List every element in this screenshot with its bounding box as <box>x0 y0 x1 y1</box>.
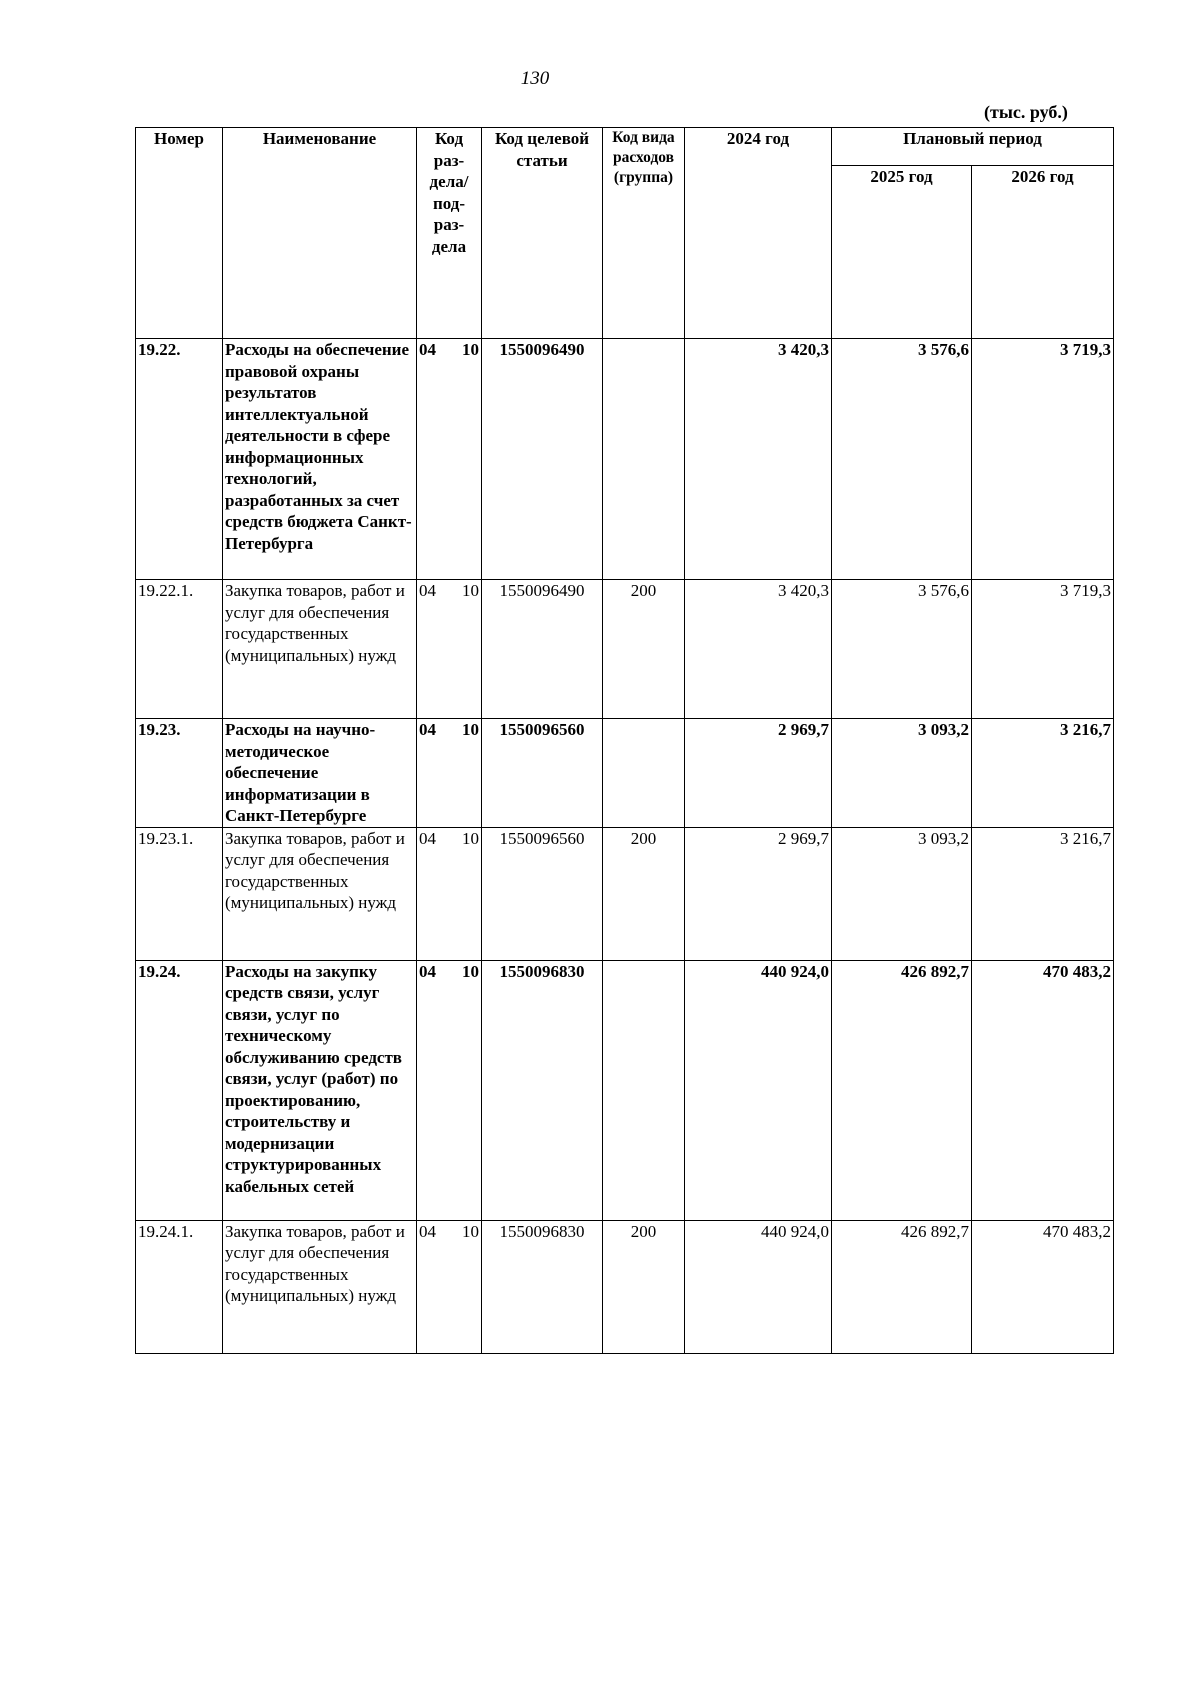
row-amount-2024: 3 420,3 <box>685 580 832 719</box>
row-section-code <box>417 827 482 960</box>
row-expense-type <box>603 719 685 828</box>
row-expense-type: 200 <box>603 1220 685 1353</box>
header-target-code: Код целевой статьи <box>482 128 603 339</box>
row-expense-type <box>603 960 685 1220</box>
row-amount-2026: 3 719,3 <box>972 580 1114 719</box>
section: 04 <box>419 828 436 848</box>
row-number: 19.23. <box>136 719 223 828</box>
table-row <box>136 719 1114 828</box>
header-planning-period: Плановый период <box>832 128 1114 166</box>
row-section-code <box>417 1220 482 1353</box>
header-name: Наименование <box>223 128 417 339</box>
row-section-code <box>417 719 482 828</box>
row-name: Расходы на обеспечение правовой охраны результатов интеллектуальной деятельности в сфере информационных технологий, разработанных за счет средств бюджета Санкт-Петербурга <box>223 339 417 580</box>
row-number: 19.24. <box>136 960 223 1220</box>
table-row <box>136 960 1114 1220</box>
row-target-code: 1550096560 <box>482 827 603 960</box>
row-target-code: 1550096490 <box>482 339 603 580</box>
table-row <box>136 339 1114 580</box>
row-amount-2026: 3 216,7 <box>972 719 1114 828</box>
row-expense-type: 200 <box>603 580 685 719</box>
row-amount-2025: 3 576,6 <box>832 339 972 580</box>
row-target-code: 1550096490 <box>482 580 603 719</box>
table-row <box>136 580 1114 719</box>
header-row-top <box>136 128 1114 166</box>
row-section-code <box>417 339 482 580</box>
table-header <box>136 128 1114 339</box>
row-expense-type <box>603 339 685 580</box>
subsection: 10 <box>462 1221 479 1241</box>
row-amount-2024: 2 969,7 <box>685 719 832 828</box>
table-row <box>136 827 1114 960</box>
subsection: 10 <box>462 340 479 359</box>
row-target-code: 1550096560 <box>482 719 603 828</box>
row-expense-type: 200 <box>603 827 685 960</box>
table-row <box>136 1220 1114 1353</box>
table-body <box>136 339 1114 1354</box>
header-section-code: Код раз-дела/ под-раз-дела <box>417 128 482 339</box>
row-amount-2025: 3 093,2 <box>832 827 972 960</box>
row-number: 19.24.1. <box>136 1220 223 1353</box>
subsection: 10 <box>462 720 479 739</box>
row-number: 19.23.1. <box>136 827 223 960</box>
row-amount-2024: 440 924,0 <box>685 960 832 1220</box>
row-name: Расходы на научно-методическое обеспечение информатизации в Санкт-Петербурге <box>223 719 417 828</box>
row-amount-2025: 3 576,6 <box>832 580 972 719</box>
budget-table <box>135 127 1114 1354</box>
header-number: Номер <box>136 128 223 339</box>
header-year-2025: 2025 год <box>832 166 972 339</box>
row-amount-2024: 2 969,7 <box>685 827 832 960</box>
row-name: Закупка товаров, работ и услуг для обеспечения государственных (муниципальных) нужд <box>223 827 417 960</box>
row-section-code <box>417 580 482 719</box>
row-number: 19.22.1. <box>136 580 223 719</box>
section: 04 <box>419 581 436 600</box>
row-amount-2024: 3 420,3 <box>685 339 832 580</box>
row-amount-2025: 426 892,7 <box>832 960 972 1220</box>
row-name: Закупка товаров, работ и услуг для обеспечения государственных (муниципальных) нужд <box>223 580 417 719</box>
row-amount-2025: 3 093,2 <box>832 719 972 828</box>
row-amount-2026: 3 719,3 <box>972 339 1114 580</box>
subsection: 10 <box>462 581 479 600</box>
header-year-2026: 2026 год <box>972 166 1114 339</box>
page-number: 130 <box>520 68 550 89</box>
subsection: 10 <box>462 961 479 981</box>
header-expense-type: Код вида расходов (группа) <box>603 128 685 339</box>
subsection: 10 <box>462 828 479 848</box>
row-name: Закупка товаров, работ и услуг для обеспечения государственных (муниципальных) нужд <box>223 1220 417 1353</box>
units-label: (тыс. руб.) <box>984 102 1068 122</box>
section: 04 <box>419 720 436 739</box>
row-name: Расходы на закупку средств связи, услуг связи, услуг по техническому обслуживанию средств связи, услуг (работ) по проектированию, строительству и модернизации структурированных кабельных сетей <box>223 960 417 1220</box>
row-target-code: 1550096830 <box>482 960 603 1220</box>
row-amount-2026: 470 483,2 <box>972 1220 1114 1353</box>
row-amount-2024: 440 924,0 <box>685 1220 832 1353</box>
header-year-2024: 2024 год <box>685 128 832 339</box>
row-amount-2026: 3 216,7 <box>972 827 1114 960</box>
section: 04 <box>419 961 436 981</box>
row-amount-2026: 470 483,2 <box>972 960 1114 1220</box>
row-amount-2025: 426 892,7 <box>832 1220 972 1353</box>
section: 04 <box>419 340 436 359</box>
row-number: 19.22. <box>136 339 223 580</box>
section: 04 <box>419 1221 436 1241</box>
row-section-code <box>417 960 482 1220</box>
row-target-code: 1550096830 <box>482 1220 603 1353</box>
